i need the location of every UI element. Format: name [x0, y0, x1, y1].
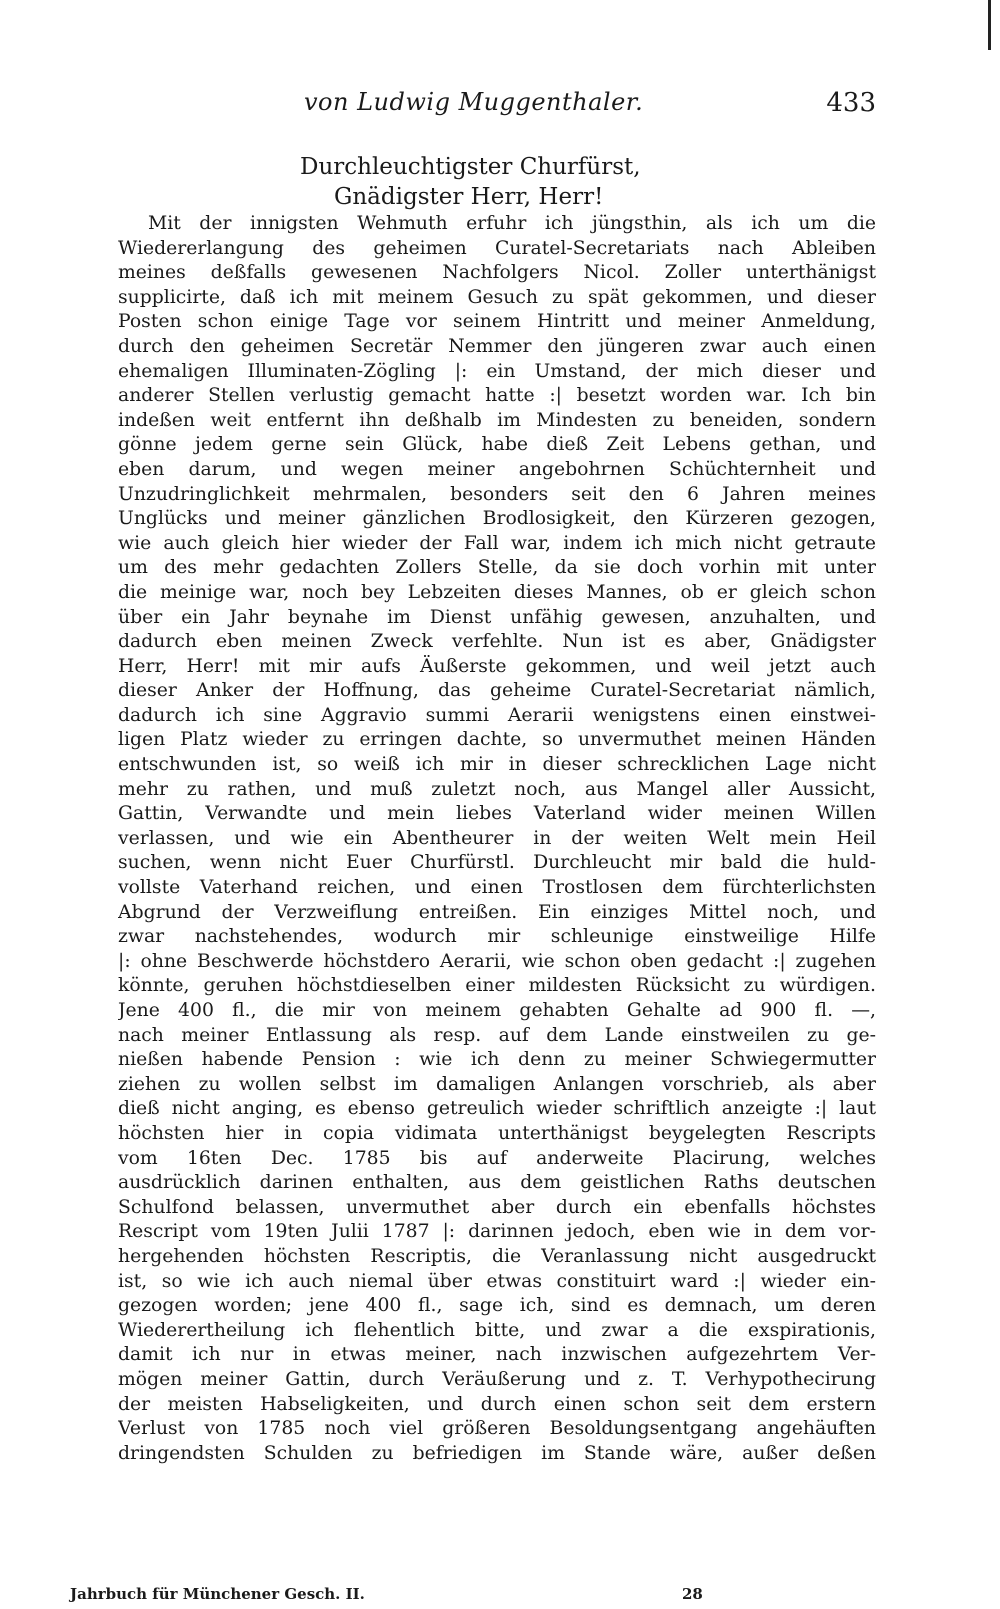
text-line: Schulfond belassen, unvermuthet aber durch ein ebenfalls höchstes	[118, 1196, 876, 1218]
text-line: eben darum, und wegen meiner angebohrnen Schüchternheit und	[118, 458, 876, 480]
text-line: dieß nicht anging, es ebenso getreulich wieder schriftlich anzeigte :| laut	[118, 1098, 876, 1120]
text-line: gönne jedem gerne sein Glück, habe dieß Zeit Lebens gethan, und	[118, 434, 876, 456]
text-line: Rescript vom 19ten Julii 1787 |: darinnen jedoch, eben wie in dem vor-	[118, 1221, 876, 1243]
text-line: ziehen zu wollen selbst im damaligen Anlangen vorschrieb, als aber	[118, 1073, 876, 1095]
text-line: verlassen, und wie ein Abentheurer in der weiten Welt mein Heil	[118, 827, 876, 849]
text-line: Unzudringlichkeit mehrmalen, besonders seit den 6 Jahren meines	[118, 483, 876, 505]
text-line: Abgrund der Verzweiflung entreißen. Ein einziges Mittel noch, und	[118, 901, 876, 923]
text-line: dadurch ich sine Aggravio summi Aerarii wenigstens einen einstwei-	[118, 704, 876, 726]
text-line: Mit der innigsten Wehmuth erfuhr ich jüngsthin, als ich um die	[148, 213, 876, 234]
text-line: Wiederertheilung ich flehentlich bitte, und zwar a die exspirationis,	[118, 1319, 876, 1341]
page-number: 433	[826, 88, 876, 118]
text-line: mehr zu rathen, und muß zuletzt noch, aus Mangel aller Aussicht,	[118, 778, 876, 800]
running-head: von Ludwig Muggenthaler.	[304, 88, 644, 116]
text-line: zwar nachstehendes, wodurch mir schleunige einstweilige Hilfe	[118, 926, 876, 948]
text-line: höchsten hier in copia vidimata unterthänigst beygelegten Rescripts	[118, 1122, 876, 1144]
text-line: ehemaligen Illuminaten-Zögling |: ein Umstand, der mich dieser und	[118, 360, 876, 382]
text-line: meines deßfalls gewesenen Nachfolgers Nicol. Zoller unterthänigst	[118, 262, 876, 284]
text-line: über ein Jahr beynahe im Dienst unfähig gewesen, anzuhalten, und	[118, 606, 876, 628]
salutation-line-2: Gnädigster Herr, Herr!	[334, 184, 604, 210]
text-line: nießen habende Pension : wie ich denn zu meiner Schwiegermutter	[118, 1049, 876, 1071]
text-line: |: ohne Beschwerde höchstdero Aerarii, wie schon oben gedacht :| zugehen	[118, 950, 876, 972]
salutation	[300, 152, 720, 212]
text-line: entschwunden ist, so weiß ich mir in dieser schrecklichen Lage nicht	[118, 754, 876, 776]
text-line: mögen meiner Gattin, durch Veräußerung und z. T. Verhypothecirung	[118, 1368, 876, 1390]
text-line: nach meiner Entlassung als resp. auf dem Lande einstweilen zu ge-	[118, 1024, 876, 1046]
text-line: dieser Anker der Hoffnung, das geheime Curatel-Secretariat nämlich,	[118, 680, 876, 702]
text-line: ligen Platz wieder zu erringen dachte, so unvermuthet meinen Händen	[118, 729, 876, 751]
text-line: suchen, wenn nicht Euer Churfürstl. Durchleucht mir bald die huld-	[118, 852, 876, 874]
text-line: durch den geheimen Secretär Nemmer den jüngeren zwar auch einen	[118, 335, 876, 357]
text-line: ist, so wie ich auch niemal über etwas constituirt ward :| wieder ein-	[118, 1270, 876, 1292]
text-line: die meinige war, noch bey Lebzeiten dieses Mannes, ob er gleich schon	[118, 581, 876, 603]
text-line: dringendsten Schulden zu befriedigen im Stande wäre, außer deßen	[118, 1442, 876, 1464]
text-line: Posten schon einige Tage vor seinem Hintritt und meiner Anmeldung,	[118, 311, 876, 333]
text-line: könnte, geruhen höchstdieselben einer mildesten Rücksicht zu würdigen.	[118, 975, 876, 997]
bogen-signature: Jahrbuch für Münchener Gesch. II.	[70, 1585, 365, 1603]
text-line: Verlust von 1785 noch viel größeren Besoldungsentgang angehäuften	[118, 1418, 876, 1440]
page-edge-mark	[988, 0, 995, 50]
text-line: vollste Vaterhand reichen, und einen Trostlosen dem fürchterlichsten	[118, 877, 876, 899]
page-footer	[70, 1585, 790, 1609]
salutation-line-1: Durchleuchtigster Churfürst,	[300, 154, 641, 180]
text-line: vom 16ten Dec. 1785 bis auf anderweite Placirung, welches	[118, 1147, 876, 1169]
sheet-mark: 28	[682, 1585, 703, 1603]
text-line: indeßen weit entfernt ihn deßhalb im Mindesten zu beneiden, sondern	[118, 409, 876, 431]
text-line: dadurch eben meinen Zweck verfehlte. Nun ist es aber, Gnädigster	[118, 631, 876, 653]
text-line: um des mehr gedachten Zollers Stelle, da sie doch vorhin mit unter	[118, 557, 876, 579]
text-line: anderer Stellen verlustig gemacht hatte :| besetzt worden war. Ich bin	[118, 385, 876, 407]
text-line: Wiedererlangung des geheimen Curatel-Secretariats nach Ableiben	[118, 237, 876, 259]
text-line: ausdrücklich darinen enthalten, aus dem geistlichen Raths deutschen	[118, 1172, 876, 1194]
text-line: Gattin, Verwandte und mein liebes Vaterland wider meinen Willen	[118, 803, 876, 825]
text-line: Jene 400 fl., die mir von meinem gehabten Gehalte ad 900 fl. —,	[118, 1000, 876, 1021]
text-line: gezogen worden; jene 400 fl., sage ich, sind es demnach, um deren	[118, 1295, 876, 1317]
page-header	[118, 88, 876, 122]
text-line: hergehenden höchsten Rescriptis, die Veranlassung nicht ausgedruckt	[118, 1245, 876, 1267]
text-line: der meisten Habseligkeiten, und durch einen schon seit dem erstern	[118, 1393, 876, 1415]
text-line: Herr, Herr! mit mir aufs Äußerste gekommen, und weil jetzt auch	[118, 655, 876, 677]
letter-body	[118, 212, 876, 1466]
text-line: Unglücks und meiner gänzlichen Brodlosigkeit, den Kürzeren gezogen,	[118, 508, 876, 530]
text-line: damit ich nur in etwas meiner, nach inzwischen aufgezehrtem Ver-	[118, 1344, 876, 1366]
text-line: supplicirte, daß ich mit meinem Gesuch zu spät gekommen, und dieser	[118, 286, 876, 308]
text-line: wie auch gleich hier wieder der Fall war, indem ich mich nicht getraute	[118, 532, 876, 554]
